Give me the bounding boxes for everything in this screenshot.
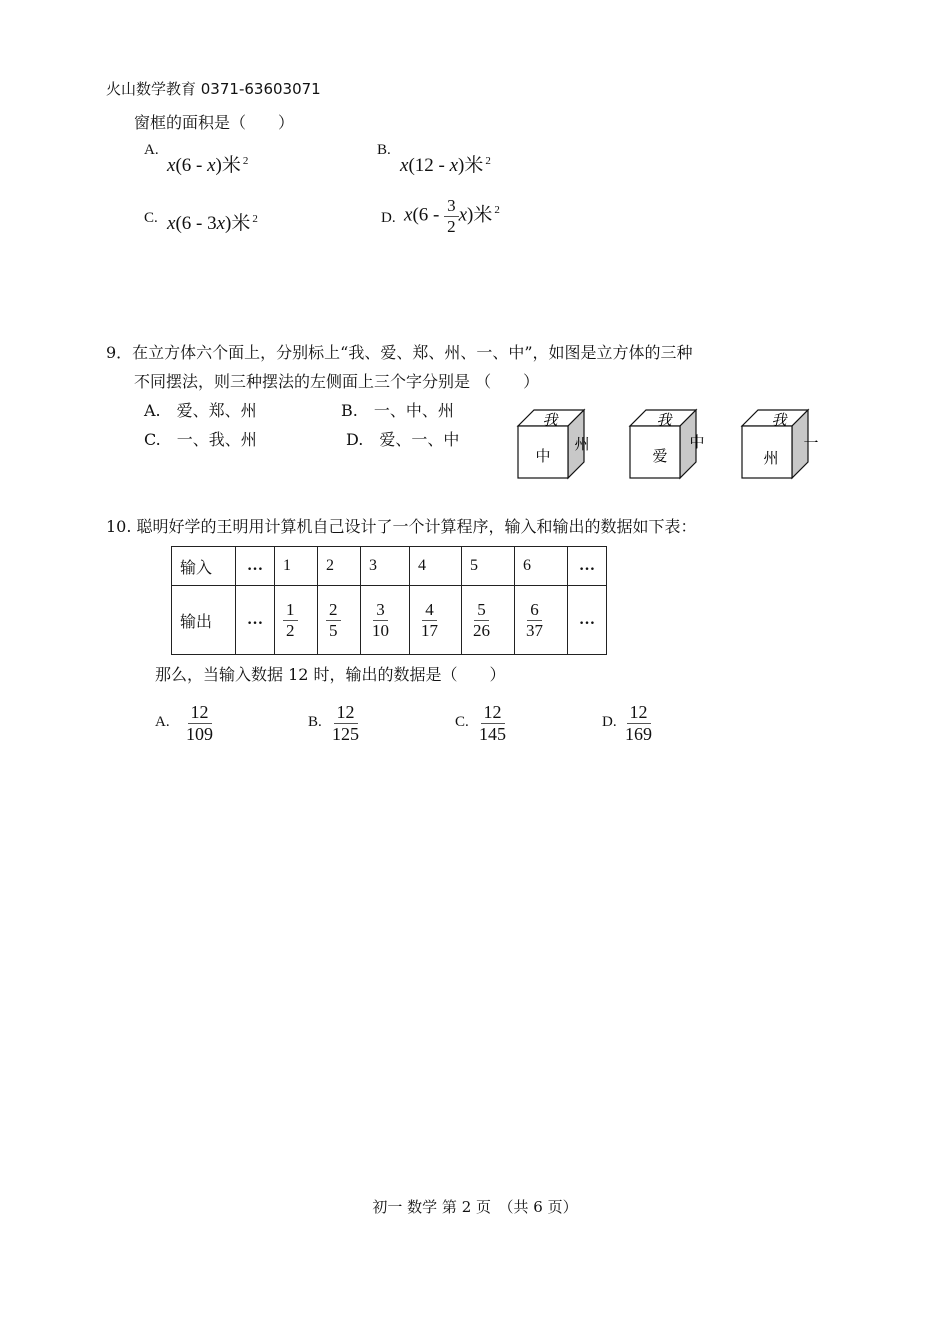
q10-stem: 10. 聪明好学的王明用计算机自己设计了一个计算程序，输入和输出的数据如下表： [106, 517, 697, 536]
q8-option-c-expr: x(6 - 3x)米 $^2$ [167, 212, 258, 234]
cube-1 [518, 410, 590, 478]
cube-2 [630, 410, 705, 478]
input-label-cell: 输入 [172, 547, 236, 586]
q9-stem-line2: 不同摆法，则三种摆法的左侧面上三个字分别是 （ ） [134, 372, 540, 391]
input-cell-6: 6 [515, 547, 568, 586]
cube-3-top-label: 我 [771, 411, 787, 429]
output-cell-2: $\frac{2}{5}$ [318, 586, 361, 655]
cube-3-front-label: 州 [763, 449, 779, 467]
q10-option-c-frac: $\frac{12}{145}$ [479, 702, 506, 744]
q8-stem: 窗框的面积是（ ） [134, 113, 295, 132]
cube-figures [510, 404, 830, 486]
q8-option-b-label: B. [377, 142, 391, 158]
output-dots-left: … [236, 586, 275, 655]
cube-1-side-label: 州 [574, 435, 590, 453]
cube-2-side-label: 中 [689, 433, 705, 451]
cube-1-top-label: 我 [542, 411, 558, 429]
q9-option-a: A. 爱、郑、州 [144, 401, 257, 420]
output-cell-6: $\frac{6}{37}$ [515, 586, 568, 655]
page-footer: 初一 数学 第 2 页 （共 6 页） [372, 1198, 578, 1216]
q9-option-c: C. 一、我、州 [144, 430, 257, 449]
cube-1-front-label: 中 [535, 447, 551, 465]
input-cell-3: 3 [361, 547, 410, 586]
cube-3 [742, 410, 819, 478]
q10-option-b-frac: $\frac{12}{125}$ [332, 702, 359, 744]
q9-option-b: B. 一、中、州 [341, 401, 454, 420]
output-cell-4: $\frac{4}{17}$ [410, 586, 462, 655]
io-table-output-row [172, 586, 607, 655]
q9-stem-line1: 9．在立方体六个面上，分别标上“我、爱、郑、州、一、中”，如图是立方体的三种 [106, 343, 693, 362]
cube-2-front-label: 爱 [652, 447, 668, 465]
input-cell-4: 4 [410, 547, 462, 586]
input-cell-1: 1 [275, 547, 318, 586]
q8-option-d-expr: x(6 - $\frac{3}{2}$ x)米 $^2$ [404, 196, 500, 236]
input-cell-5: 5 [462, 547, 515, 586]
output-cell-5: $\frac{5}{26}$ [462, 586, 515, 655]
q8-option-a-label: A. [144, 142, 159, 158]
q8-option-a-expr: x(6 - x)米 $^2$ [167, 154, 249, 176]
cube-2-top-label: 我 [656, 411, 672, 429]
io-table [171, 546, 607, 655]
input-cell-2: 2 [318, 547, 361, 586]
q8-option-b-expr: x(12 - x)米 $^2$ [400, 154, 491, 176]
q10-question: 那么，当输入数据 12 时，输出的数据是（ ） [155, 665, 506, 684]
q8-option-c-label: C. [144, 210, 158, 226]
output-label-cell: 输出 [172, 586, 236, 655]
input-dots-left: … [236, 547, 275, 586]
q10-option-a-label: A. [155, 714, 170, 730]
q10-option-a-frac: $\frac{12}{109}$ [186, 702, 213, 744]
q9-option-d: D. 爱、一、中 [346, 430, 460, 449]
output-cell-3: $\frac{3}{10}$ [361, 586, 410, 655]
q8-option-d-label: D. [381, 210, 396, 226]
output-cell-1: $\frac{1}{2}$ [275, 586, 318, 655]
io-table-input-row [172, 547, 607, 586]
q10-option-d-label: D. [602, 714, 617, 730]
q10-option-d-frac: $\frac{12}{169}$ [625, 702, 652, 744]
page-header: 火山数学教育 0371-63603071 [106, 80, 321, 98]
q10-option-c-label: C. [455, 714, 469, 730]
input-dots-right: … [568, 547, 607, 586]
q10-option-b-label: B. [308, 714, 322, 730]
cube-3-side-label: 一 [803, 434, 819, 452]
output-dots-right: … [568, 586, 607, 655]
